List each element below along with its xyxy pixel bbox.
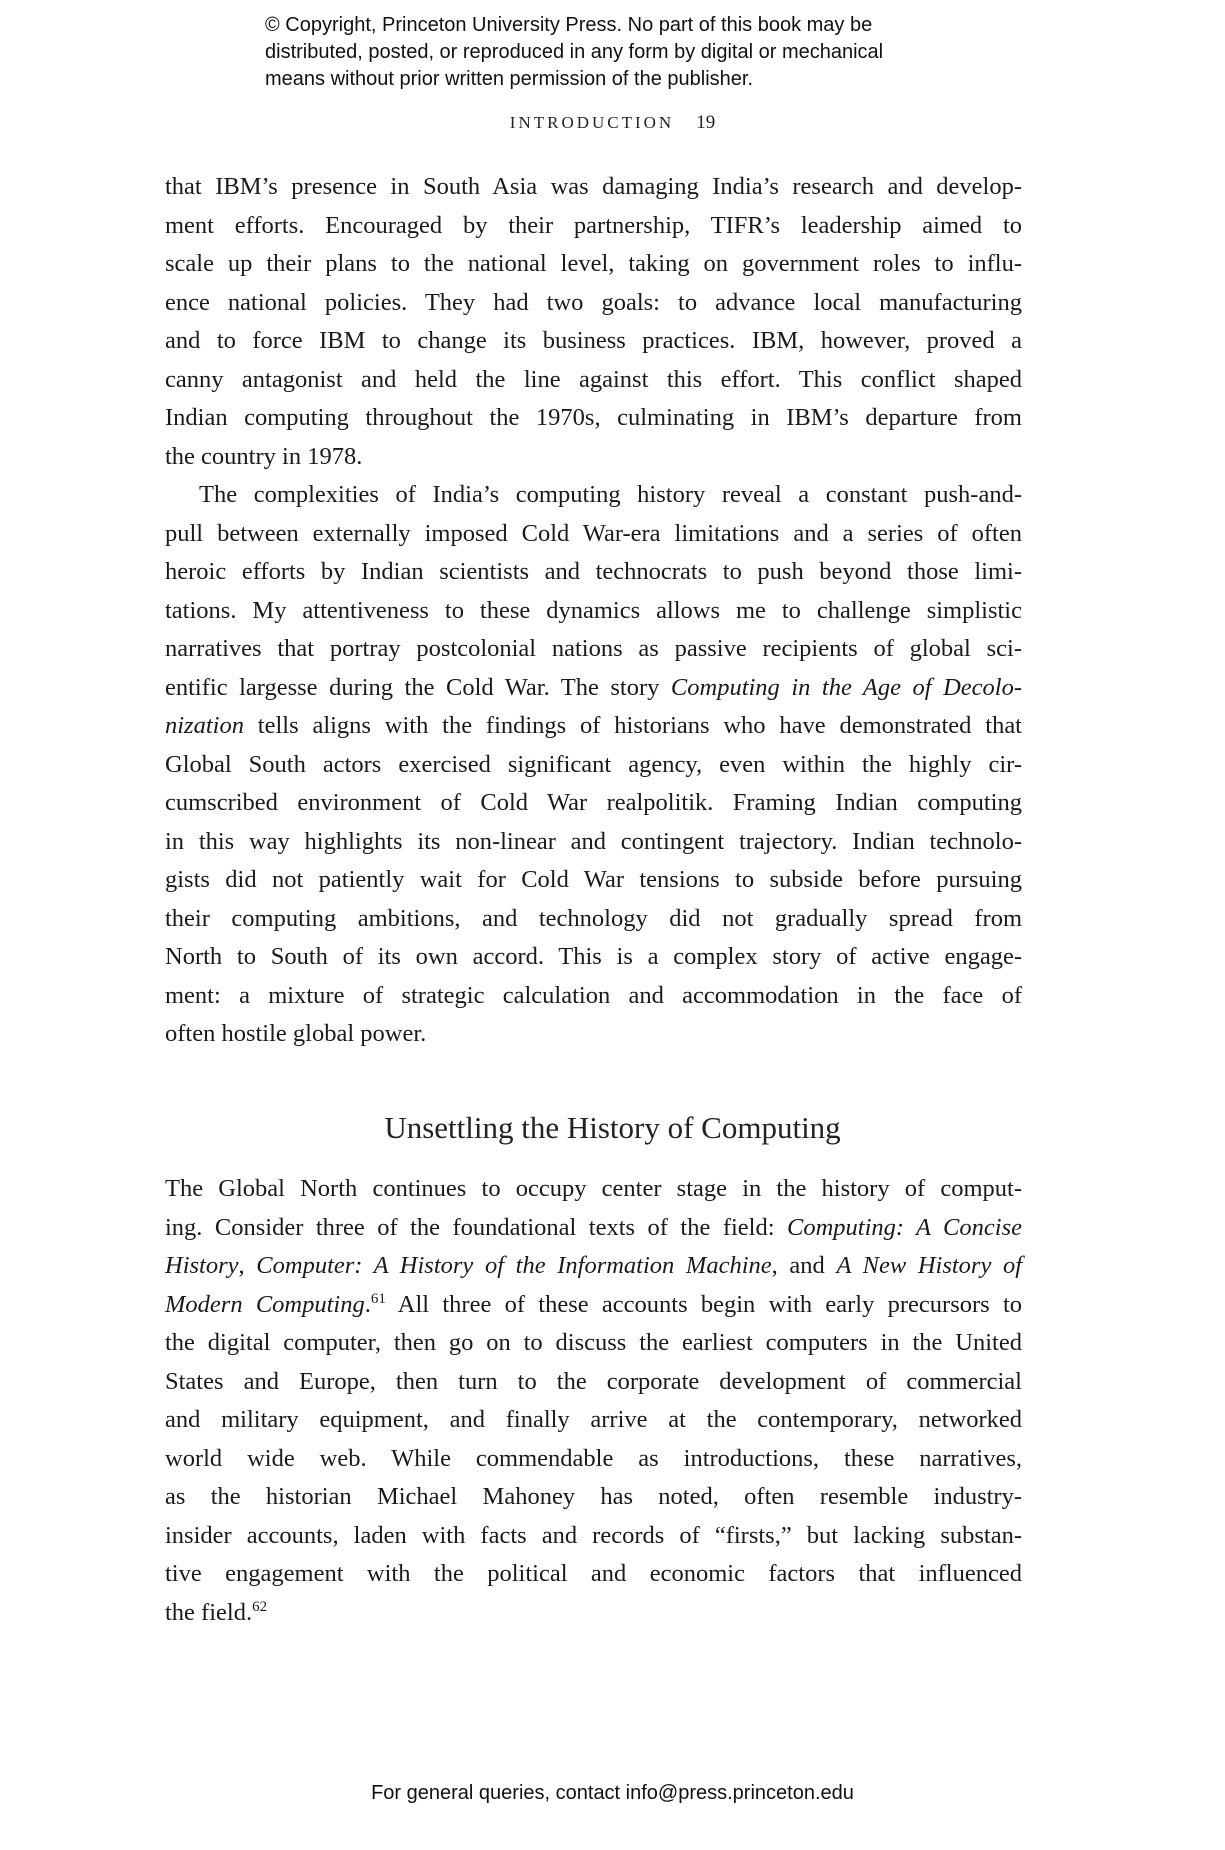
copyright-line: distributed, posted, or reproduced in any form by digital or mechanical bbox=[265, 41, 884, 63]
text-line bbox=[165, 630, 1022, 669]
text-run: , and bbox=[771, 1252, 837, 1279]
copyright-line: means without prior written permission of the publisher. bbox=[265, 68, 754, 90]
text-run: Indian computing throughout the 1970s, culminating in IBM’s departure from bbox=[165, 404, 1022, 431]
text-line bbox=[165, 823, 1022, 862]
text-line bbox=[165, 284, 1022, 323]
text-run: scale up their plans to the national level, taking on government roles to influ- bbox=[165, 250, 1022, 277]
text-line bbox=[165, 1324, 1022, 1363]
text-run: that IBM’s presence in South Asia was damaging India’s research and develop- bbox=[165, 173, 1022, 200]
text-run: tells aligns with the findings of historians who have demonstrated that bbox=[243, 712, 1022, 739]
text-line bbox=[165, 322, 1022, 361]
text-line bbox=[165, 1363, 1022, 1402]
paragraph bbox=[165, 168, 1022, 476]
text-line bbox=[165, 1555, 1022, 1594]
body-text-top bbox=[165, 168, 1022, 1054]
italic-title: Modern Computing bbox=[165, 1290, 365, 1318]
text-run: insider accounts, laden with facts and records of “firsts,” but lacking substan- bbox=[165, 1521, 1022, 1549]
text-run: The complexities of India’s computing history reveal a constant push-and- bbox=[199, 481, 1022, 508]
text-run: often hostile global power. bbox=[165, 1020, 427, 1047]
text-line bbox=[165, 1170, 1022, 1209]
text-run: heroic efforts by Indian scientists and technocrats to push beyond those limi- bbox=[165, 558, 1022, 585]
italic-title: Computer: A History of the Information Machine bbox=[256, 1252, 772, 1279]
text-line bbox=[165, 1015, 1022, 1054]
text-run: the country in 1978. bbox=[165, 442, 363, 470]
text-run: tive engagement with the political and economic factors that influenced bbox=[165, 1560, 1022, 1587]
italic-title: Computing: A Concise bbox=[786, 1213, 1022, 1241]
text-line bbox=[165, 977, 1022, 1016]
text-line bbox=[165, 553, 1022, 592]
paragraph bbox=[165, 476, 1022, 1054]
text-line bbox=[165, 707, 1022, 746]
text-line bbox=[165, 938, 1022, 977]
italic-title: nization bbox=[165, 712, 244, 739]
text-line bbox=[165, 669, 1022, 708]
text-run: ence national policies. They had two goals: to advance local manufacturing bbox=[165, 288, 1022, 316]
copyright-line: © Copyright, Princeton University Press. No part of this book may be bbox=[265, 14, 873, 36]
text-run: Global South actors exercised significant agency, even within the highly cir- bbox=[165, 750, 1022, 778]
text-line bbox=[165, 592, 1022, 631]
text-line bbox=[165, 1440, 1022, 1479]
text-run: All three of these accounts begin with early precursors to bbox=[385, 1290, 1023, 1318]
text-line bbox=[165, 1209, 1022, 1248]
text-line bbox=[165, 746, 1022, 785]
text-run: ment: a mixture of strategic calculation and accommodation in the face of bbox=[165, 981, 1022, 1009]
text-line bbox=[165, 399, 1022, 438]
footer-contact: For general queries, contact info@press.princeton.edu bbox=[371, 1782, 854, 1804]
text-run: ing. Consider three of the foundational texts of the field: bbox=[165, 1213, 787, 1241]
text-run: their computing ambitions, and technology did not gradually spread from bbox=[165, 904, 1022, 932]
text-line bbox=[165, 900, 1022, 939]
text-run: ment efforts. Encouraged by their partnership, TIFR’s leadership aimed to bbox=[165, 211, 1022, 239]
text-line bbox=[165, 1478, 1022, 1517]
text-run: narratives that portray postcolonial nations as passive recipients of global sci- bbox=[165, 635, 1022, 662]
text-run: North to South of its own accord. This is a complex story of active engage- bbox=[165, 943, 1022, 970]
running-head-title: INTRODUCTION bbox=[509, 113, 675, 132]
text-run: the digital computer, then go on to discuss the earliest computers in the United bbox=[165, 1329, 1022, 1356]
text-line bbox=[165, 1594, 1022, 1633]
text-run: cumscribed environment of Cold War realpolitik. Framing Indian computing bbox=[165, 789, 1022, 816]
text-run: . bbox=[364, 1290, 371, 1318]
text-run: pull between externally imposed Cold War-era limitations and a series of often bbox=[165, 519, 1022, 547]
copyright-notice bbox=[265, 12, 883, 93]
text-run: world wide web. While commendable as introductions, these narratives, bbox=[165, 1444, 1022, 1472]
text-run: as the historian Michael Mahoney has noted, often resemble industry- bbox=[165, 1483, 1022, 1510]
text-line bbox=[165, 207, 1022, 246]
text-run: the field. bbox=[165, 1598, 253, 1626]
text-line bbox=[165, 515, 1022, 554]
text-run: and military equipment, and finally arrive at the contemporary, networked bbox=[165, 1406, 1022, 1433]
body-text-bottom bbox=[165, 1170, 1022, 1632]
text-run: States and Europe, then turn to the corporate development of commercial bbox=[165, 1367, 1022, 1395]
text-run: tations. My attentiveness to these dynamics allows me to challenge simplistic bbox=[165, 596, 1022, 624]
text-run: gists did not patiently wait for Cold War tensions to subside before pursuing bbox=[165, 866, 1022, 893]
text-line bbox=[165, 245, 1022, 284]
page-number: 19 bbox=[696, 112, 716, 133]
footnote-ref: 62 bbox=[252, 1598, 268, 1615]
paragraph bbox=[165, 1170, 1022, 1632]
footnote-ref: 61 bbox=[370, 1290, 386, 1307]
running-head bbox=[0, 112, 1225, 134]
text-line bbox=[165, 1247, 1022, 1286]
text-run: entific largesse during the Cold War. The story bbox=[165, 673, 671, 701]
text-run: in this way highlights its non-linear and contingent trajectory. Indian technolo- bbox=[165, 827, 1022, 855]
text-line bbox=[165, 168, 1022, 207]
text-run: and to force IBM to change its business practices. IBM, however, proved a bbox=[165, 327, 1022, 354]
text-line bbox=[165, 1286, 1022, 1325]
text-line bbox=[165, 361, 1022, 400]
section-heading: Unsettling the History of Computing bbox=[384, 1110, 841, 1145]
text-line bbox=[165, 1401, 1022, 1440]
italic-title: Computing in the Age of Decolo- bbox=[670, 673, 1022, 701]
italic-title: History bbox=[165, 1252, 239, 1279]
text-run: canny antagonist and held the line against this effort. This conflict shaped bbox=[165, 365, 1022, 393]
text-line bbox=[165, 861, 1022, 900]
text-line bbox=[165, 1517, 1022, 1556]
text-line bbox=[165, 438, 1022, 477]
text-run: The Global North continues to occupy center stage in the history of comput- bbox=[165, 1175, 1022, 1202]
text-line bbox=[165, 476, 1022, 515]
italic-title: A New History of bbox=[836, 1252, 1023, 1279]
text-run: , bbox=[238, 1252, 257, 1279]
text-line bbox=[165, 784, 1022, 823]
